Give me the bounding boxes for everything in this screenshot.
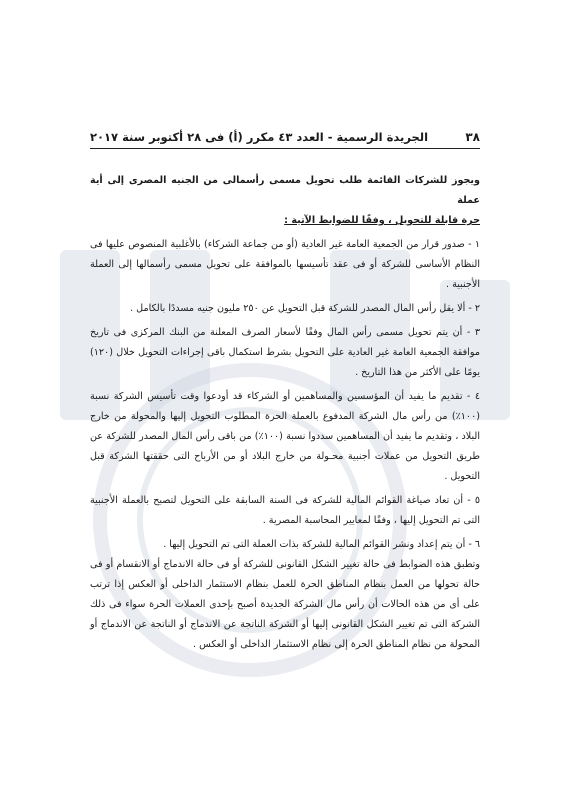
intro-line-1: ويجوز للشركات القائمة طلب تحويل مسمى رأسمالى من الجنيه المصرى إلى أية عملة <box>90 175 480 206</box>
page-number: ٣٨ <box>465 130 480 144</box>
condition-item-6: ٦ - أن يتم إعداد ونشر القوائم المالية للشركة بذات العملة التى تم التحويل إليها . <box>163 539 480 550</box>
condition-item-3: ٣ - أن يتم تحويل مسمى رأس المال وفقًا لأسعار الصرف المعلنة من البنك المركزى فى تاريخ موافقة الجمعية العامة غير العادية على التحويل بشرط استكمال باقى إجراءات التحويل خلال (١٢٠) يومًا على الأكثر من هذا التاريخ . <box>90 327 480 378</box>
closing-paragraph: وتطبق هذه الضوابط فى حالة تغيير الشكل القانونى للشركة أو فى حالة الاندماج أو الانقسام أو فى حالة تحولها من العمل بنظام المناطق الحرة للعمل بنظام الاستثمار الداخلى أو العكس إذا ترتب على أى من هذه الحالات أن رأس مال الشركة الجديدة أصبح بإحدى العملات الحرة سواء فى ذلك الشركة التى تم تغيير الشكل القانونى إليها أو الشركة الناتجة عن الاندماج أو الناتجة عن الاندماج أو المحولة من نظام المناطق الحرة إلى نظام الاستثمار الداخلى أو العكس . <box>90 559 480 650</box>
condition-item-4: ٤ - تقديم ما يفيد أن المؤسسين والمساهمين أو الشركاء قد أودعوا وقت تأسيس الشركة نسبة (١٠٠٪) من رأس مال الشركة المدفوع بالعملة الحرة المطلوب التحويل إليها والمحولة من خارج البلاد ، وتقديم ما يفيد أن المساهمين سددوا نسبة (١٠٠٪) من باقى رأس المال المصدر للشركة عن طريق التحويل من عملات أجنبية محـولة من خارج البلاد أو من الأرباح التى حققتها الشركة قبل التحويل . <box>90 391 481 482</box>
condition-item-5: ٥ - أن تعاد صياغة القوائم المالية للشركة فى السنة السابقة على التحويل لتصبح بالعملة الأجنبية التى تم التحويل إليها ، وفقًا لمعايير المحاسبة المصرية . <box>90 495 480 526</box>
gazette-title: الجريدة الرسمية - العدد ٤٣ مكرر (أ) فى ٢٨ أكتوبر سنة ٢٠١٧ <box>90 130 429 144</box>
page-header <box>90 130 480 149</box>
condition-item-1: ١ - صدور قرار من الجمعية العامة غير العادية (أو من جماعة الشركاء) بالأغلبية المنصوص عليها فى النظام الأساسى للشركة أو فى عقد تأسيسها بالموافقة على تحويل مسمى رأسمالها إلى العملة الأجنبية . <box>90 239 480 290</box>
condition-item-2: ٢ - ألا يقل رأس المال المصدر للشركة قبل التحويل عن ٢٥٠ مليون جنيه مسددًا بالكامل . <box>130 303 480 314</box>
document-page <box>90 130 480 655</box>
intro-line-2: حرة قابلة للتحويل ، وفقًا للضوابط الآتية : <box>284 215 480 226</box>
intro-paragraph <box>90 171 480 231</box>
